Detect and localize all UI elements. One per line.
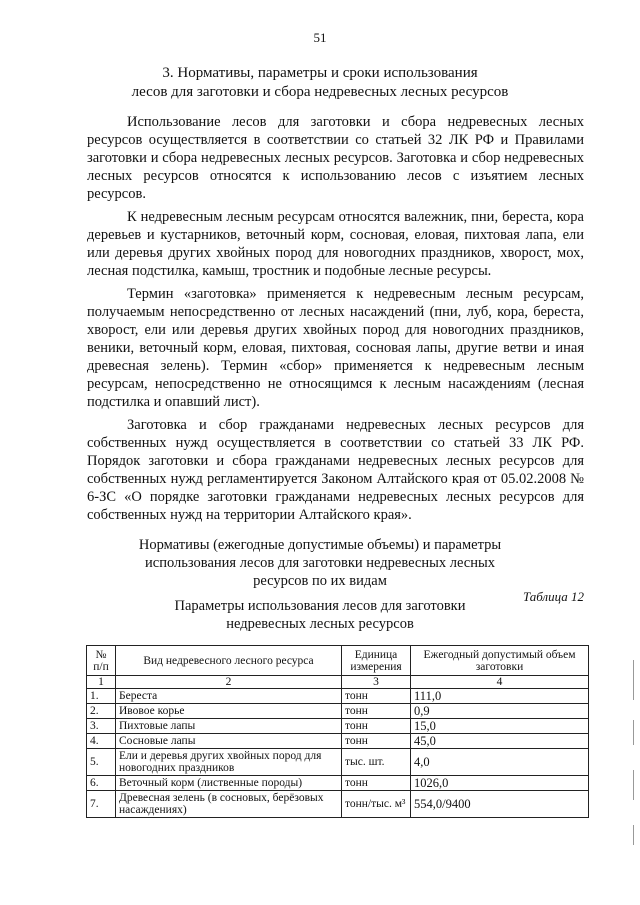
table-header-row (87, 646, 589, 676)
table-caption (150, 597, 490, 633)
row-num: 2. (87, 704, 116, 719)
row-unit: тонн (342, 719, 411, 734)
row-volume: 0,9 (411, 704, 589, 719)
row-volume: 4,0 (411, 749, 589, 776)
body-text (87, 113, 584, 529)
row-num: 4. (87, 734, 116, 749)
row-unit: тонн/тыс. м³ (342, 791, 411, 818)
table-row (87, 719, 589, 734)
resources-table (86, 645, 589, 818)
row-resource: Пихтовые лапы (116, 719, 342, 734)
paragraph: Использование лесов для заготовки и сбора недревесных лесных ресурсов осуществляется в соответствии со статьей 32 ЛК РФ и Правилами заготовки и сбора недревесных лесных ресурсов. Заготовка и сбор недревесных лесных ресурсов относятся к использованию лесов с изъятием лесных ресурсов. (87, 114, 584, 202)
paragraph: Термин «заготовка» применяется к недревесным лесным ресурсам, получаемым непосредственно от лесных насаждений (пни, луб, кора, береста, хворост, ели или деревья других хвойных пород для новогодних праздников, веники, веточный корм, еловая, пихтовая, сосновая лапы, другие ветви и иная древесная зелень). Термин «сбор» применяется к недревесным лесным ресурсам, непосредственно не относящимся к лесным насаждениям (лесная подстилка и опавший лист). (87, 286, 584, 410)
table-label: Таблица 12 (522, 589, 584, 604)
table-heading-line-2: использования лесов для заготовки недревесных лесных (145, 555, 495, 571)
section-title (120, 64, 520, 102)
section-title-line-1: 3. Нормативы, параметры и сроки использования (162, 65, 478, 81)
table-caption-line-2: недревесных лесных ресурсов (226, 616, 414, 632)
column-number: 4 (411, 676, 589, 689)
row-unit: тонн (342, 689, 411, 704)
table-row (87, 704, 589, 719)
table-row (87, 689, 589, 704)
page-number: 51 (313, 30, 327, 45)
table-row (87, 791, 589, 818)
header-num: № п/п (87, 646, 116, 676)
section-title-line-2: лесов для заготовки и сбора недревесных лесных ресурсов (131, 84, 509, 100)
table-heading-line-1: Нормативы (ежегодные допустимые объемы) и параметры (138, 537, 502, 553)
header-unit: Единица измерения (342, 646, 411, 676)
column-number: 3 (342, 676, 411, 689)
row-unit: тонн (342, 704, 411, 719)
row-resource: Веточный корм (лиственные породы) (116, 776, 342, 791)
header-volume: Ежегодный допустимый объем заготовки (411, 646, 589, 676)
row-volume: 45,0 (411, 734, 589, 749)
column-number: 1 (87, 676, 116, 689)
row-resource: Ивовое корье (116, 704, 342, 719)
row-resource: Береста (116, 689, 342, 704)
row-resource: Древесная зелень (в сосновых, берёзовых насаждениях) (116, 791, 342, 818)
table-row (87, 749, 589, 776)
row-volume: 1026,0 (411, 776, 589, 791)
row-num: 7. (87, 791, 116, 818)
header-resource: Вид недревесного лесного ресурса (116, 646, 342, 676)
row-num: 1. (87, 689, 116, 704)
row-unit: тонн (342, 776, 411, 791)
scan-edge-marks (633, 660, 636, 860)
row-resource: Ели и деревья других хвойных пород для новогодних праздников (116, 749, 342, 776)
row-volume: 15,0 (411, 719, 589, 734)
row-num: 5. (87, 749, 116, 776)
table-heading (130, 536, 510, 590)
table-caption-line-1: Параметры использования лесов для заготовки (174, 598, 466, 614)
table-heading-line-3: ресурсов по их видам (253, 573, 387, 589)
row-unit: тонн (342, 734, 411, 749)
table-row (87, 734, 589, 749)
row-volume: 111,0 (411, 689, 589, 704)
row-volume: 554,0/9400 (411, 791, 589, 818)
row-num: 6. (87, 776, 116, 791)
row-resource: Сосновые лапы (116, 734, 342, 749)
paragraph: К недревесным лесным ресурсам относятся валежник, пни, береста, кора деревьев и кустарников, веточный корм, сосновая, еловая, пихтовая лапа, ели или деревья других хвойных пород для новогодних праздников, хворост, мох, лесная подстилка, камыш, тростник и подобные лесные ресурсы. (87, 209, 584, 279)
paragraph: Заготовка и сбор гражданами недревесных лесных ресурсов для собственных нужд осуществляется в соответствии со статьей 33 ЛК РФ. Порядок заготовки и сбора гражданами недревесных лесных ресурсов для собственных нужд регламентируется Законом Алтайского края от 05.02.2008 № 6-ЗС «О порядке заготовки гражданами недревесных лесных ресурсов для собственных нужд на территории Алтайского края». (87, 417, 584, 523)
column-number-row (87, 676, 589, 689)
row-num: 3. (87, 719, 116, 734)
column-number: 2 (116, 676, 342, 689)
row-unit: тыс. шт. (342, 749, 411, 776)
table-row (87, 776, 589, 791)
